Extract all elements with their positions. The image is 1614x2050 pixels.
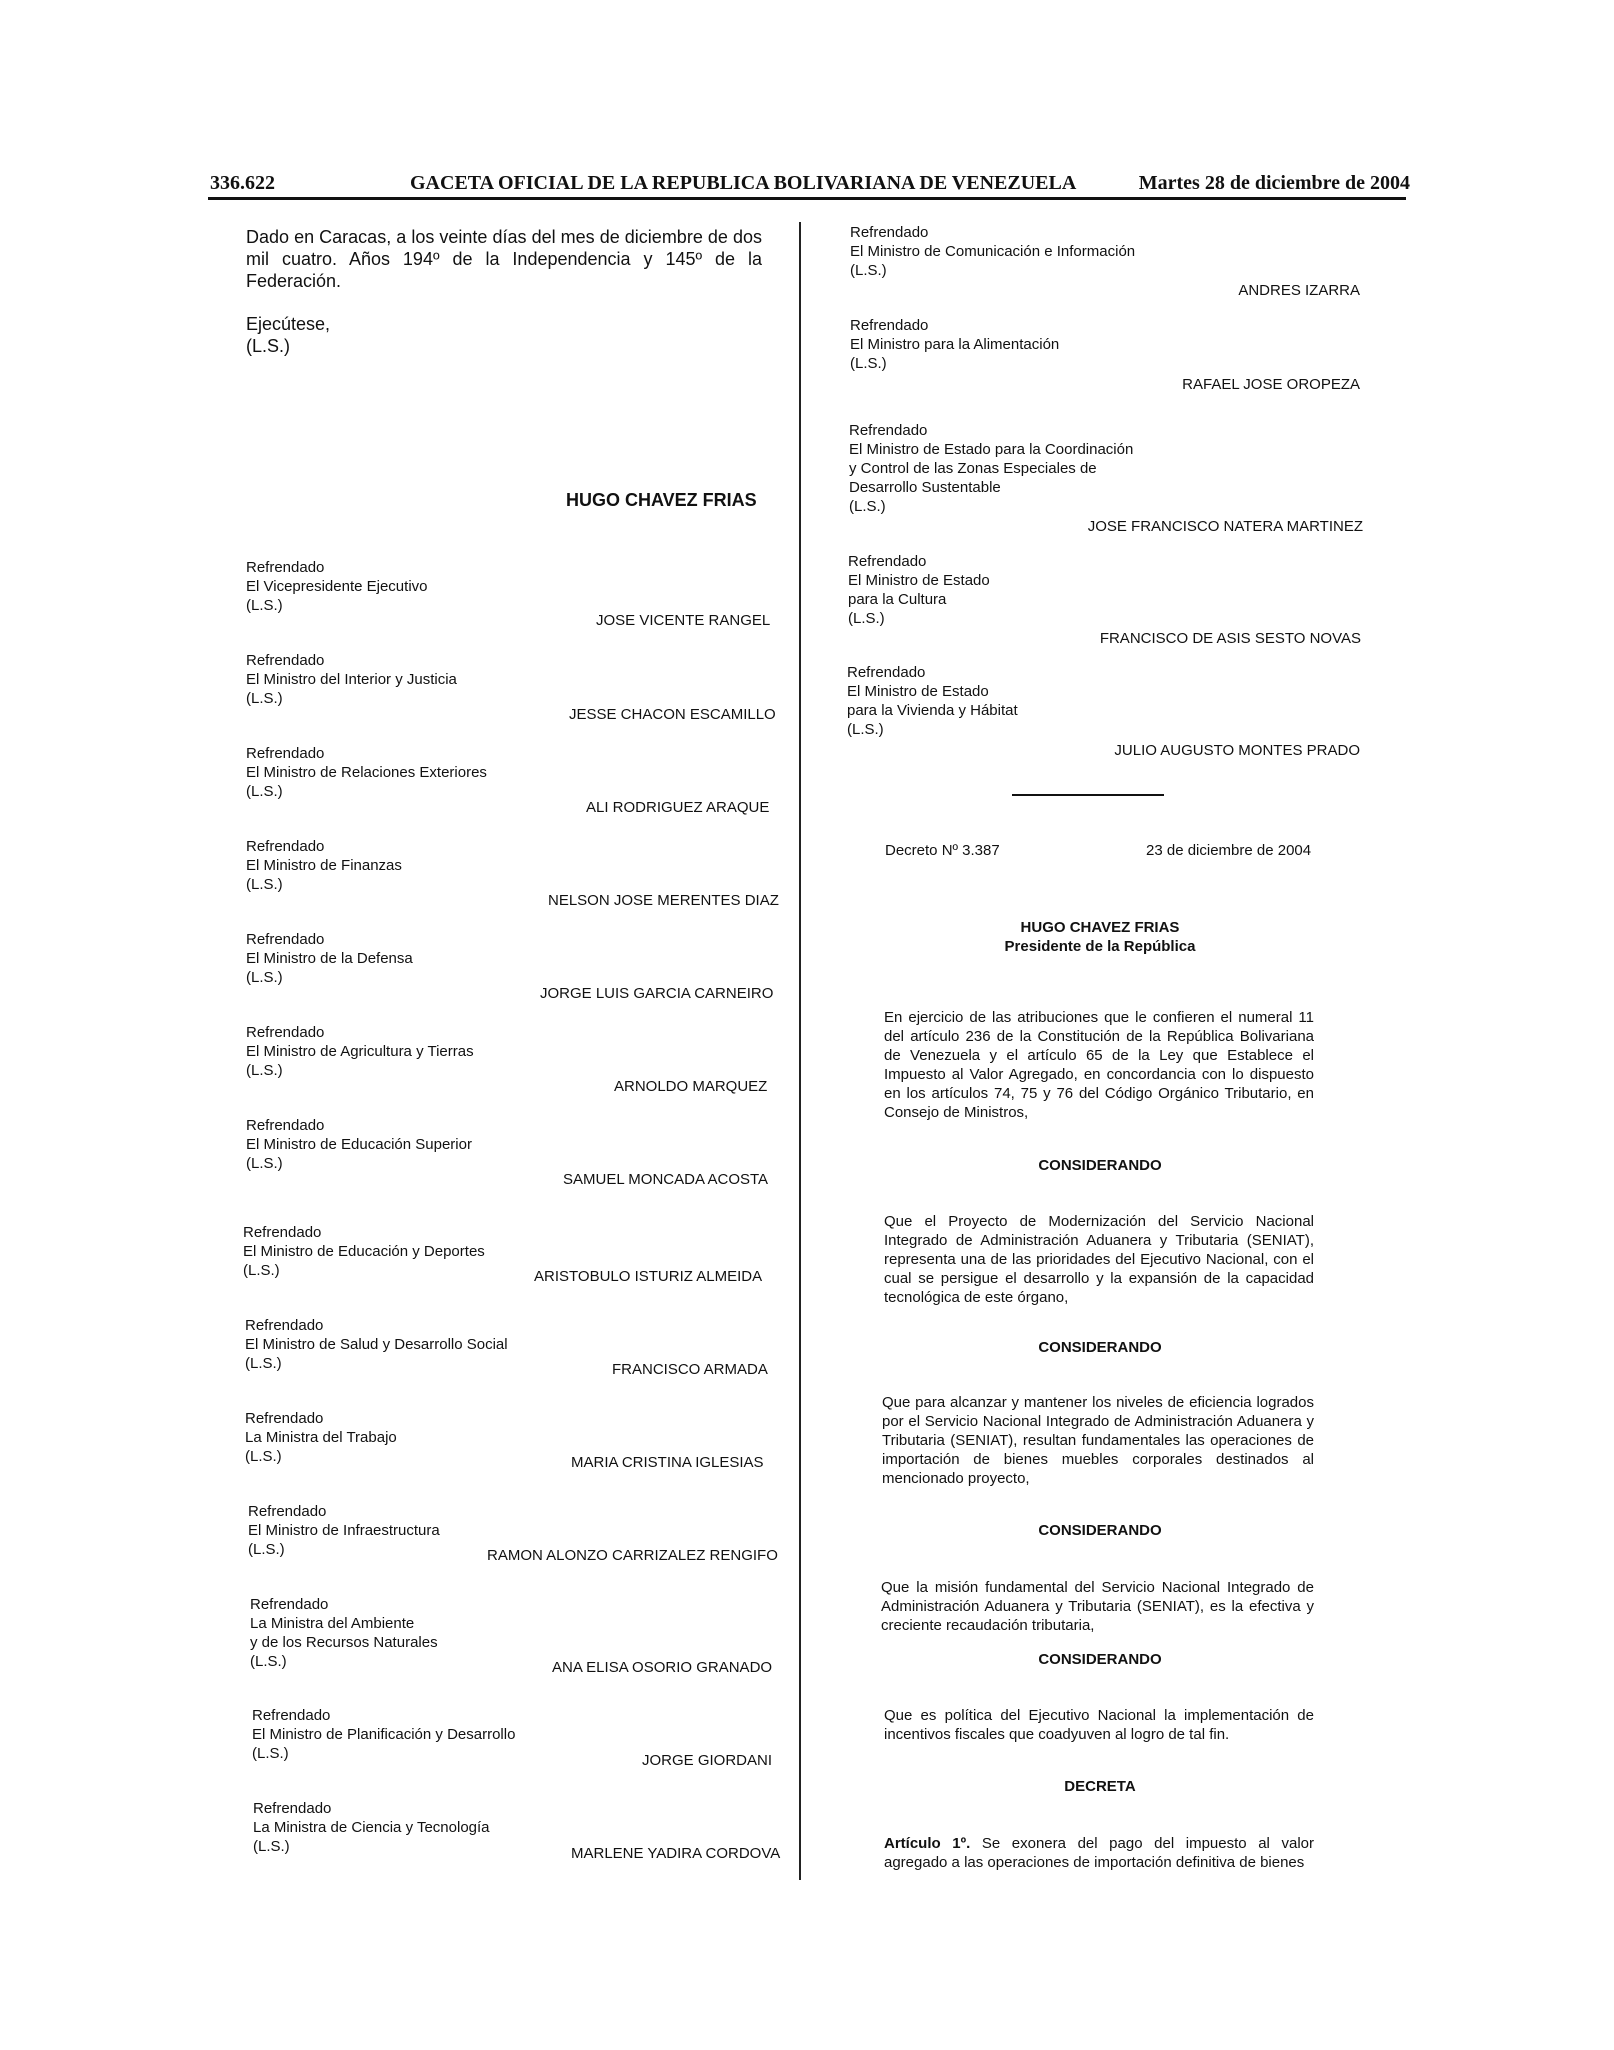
refrendo-label: Refrendado	[246, 931, 325, 948]
seal-label: (L.S.)	[246, 336, 291, 356]
minister-title: El Ministro de la Defensa	[246, 950, 413, 967]
refrendo-label: Refrendado	[849, 422, 928, 439]
minister-name: ANA ELISA OSORIO GRANADO	[552, 1659, 773, 1676]
refrendo-block	[246, 651, 457, 708]
minister-name: ANDRES IZARRA	[1238, 282, 1360, 299]
minister-name: NELSON JOSE MERENTES DIAZ	[548, 892, 779, 909]
refrendo-label: Refrendado	[246, 1024, 325, 1041]
minister-name: JOSE VICENTE RANGEL	[596, 612, 771, 629]
minister-title: y Control de las Zonas Especiales de	[849, 460, 1097, 477]
refrendo-label: Refrendado	[243, 1224, 322, 1241]
considerando-paragraph: Que el Proyecto de Modernización del Servicio Nacional Integrado de Administración Aduanera y Tributaria (SENIAT), representa una de las prioridades del Ejecutivo Nacional, con el cual se persigue el desarrollo y la expansión de la capacidad tecnológica de este órgano,	[884, 1213, 1314, 1306]
refrendo-label: Refrendado	[246, 559, 325, 576]
minister-name: FRANCISCO DE ASIS SESTO NOVAS	[1099, 630, 1361, 647]
seal-label: (L.S.)	[253, 1838, 290, 1855]
decree-date: 23 de diciembre de 2004	[1146, 842, 1312, 859]
refrendo-block	[848, 552, 990, 628]
minister-title: Desarrollo Sustentable	[849, 479, 1001, 496]
considerando-paragraph: Que es política del Ejecutivo Nacional la implementación de incentivos fiscales que coadyuven al logro de tal fin.	[884, 1707, 1314, 1743]
seal-label: (L.S.)	[246, 1155, 283, 1172]
section-rule	[1012, 794, 1164, 796]
minister-name: ARISTOBULO ISTURIZ ALMEIDA	[534, 1268, 763, 1285]
refrendo-label: Refrendado	[253, 1800, 332, 1817]
minister-title: El Ministro de Estado	[848, 572, 990, 589]
considerando-paragraph: Que la misión fundamental del Servicio Nacional Integrado de Administración Aduanera y Tributaria (SENIAT), es la efectiva y creciente recaudación tributaria,	[881, 1579, 1314, 1634]
minister-name: MARIA CRISTINA IGLESIAS	[571, 1454, 764, 1471]
decree-issuer	[900, 918, 1300, 956]
refrendo-block	[250, 1595, 438, 1671]
refrendo-block	[253, 1799, 490, 1856]
refrendo-block	[246, 1023, 474, 1080]
decree-number: Decreto Nº 3.387	[885, 842, 1000, 859]
seal-label: (L.S.)	[246, 1062, 283, 1079]
refrendo-block	[243, 1223, 485, 1280]
closing-paragraph: Dado en Caracas, a los veinte días del mes de diciembre de dos mil cuatro. Años 194º de la Independencia y 145º de la Federación.	[246, 227, 762, 291]
refrendo-label: Refrendado	[245, 1317, 324, 1334]
seal-label: (L.S.)	[246, 783, 283, 800]
seal-label: (L.S.)	[850, 355, 887, 372]
refrendo-label: Refrendado	[847, 664, 926, 681]
seal-label: (L.S.)	[246, 597, 283, 614]
minister-title: El Ministro para la Alimentación	[850, 336, 1060, 353]
considerando-heading: CONSIDERANDO	[1038, 1157, 1162, 1174]
refrendo-block	[246, 558, 428, 615]
minister-name: RAFAEL JOSE OROPEZA	[1182, 376, 1360, 393]
minister-title: El Ministro de Salud y Desarrollo Social	[245, 1336, 508, 1353]
refrendo-block	[245, 1409, 397, 1466]
gazette-title: GACETA OFICIAL DE LA REPUBLICA BOLIVARIANA DE VENEZUELA	[410, 172, 1077, 194]
minister-name: ARNOLDO MARQUEZ	[614, 1078, 768, 1095]
refrendo-block	[245, 1316, 508, 1373]
seal-label: (L.S.)	[246, 690, 283, 707]
minister-title: para la Cultura	[848, 591, 947, 608]
refrendo-label: Refrendado	[246, 652, 325, 669]
minister-title: El Ministro de Planificación y Desarrollo	[252, 1726, 516, 1743]
minister-name: JORGE GIORDANI	[642, 1752, 773, 1769]
ejecutese-label: Ejecútese,	[246, 314, 331, 334]
minister-title: La Ministra del Ambiente	[250, 1615, 415, 1632]
minister-title: El Ministro de Estado para la Coordinación	[849, 441, 1134, 458]
minister-title: El Ministro de Educación Superior	[246, 1136, 472, 1153]
refrendo-block	[246, 1116, 472, 1173]
seal-label: (L.S.)	[248, 1541, 285, 1558]
refrendo-block	[252, 1706, 515, 1763]
minister-name: MARLENE YADIRA CORDOVA	[571, 1845, 781, 1862]
refrendo-label: Refrendado	[850, 317, 929, 334]
refrendo-block	[246, 744, 487, 801]
seal-label: (L.S.)	[850, 262, 887, 279]
seal-label: (L.S.)	[848, 610, 885, 627]
considerando-paragraph: Que para alcanzar y mantener los niveles de eficiencia logrados por el Servicio Nacional Integrado de Administración Aduanera y Tributaria (SENIAT), resultan fundamentales las operaciones de importación de bienes muebles corporales destinados al mencionado proyecto,	[882, 1394, 1314, 1487]
refrendo-block	[850, 316, 1059, 373]
issue-date: Martes 28 de diciembre de 2004	[1138, 172, 1410, 194]
minister-name: JULIO AUGUSTO MONTES PRADO	[1114, 742, 1360, 759]
article-text: Se exonera del pago del impuesto al valor agregado a las operaciones de importación definitiva de bienes	[884, 1835, 1314, 1871]
minister-title: La Ministra de Ciencia y Tecnología	[253, 1819, 490, 1836]
refrendo-block	[246, 837, 402, 894]
minister-title: La Ministra del Trabajo	[245, 1429, 397, 1446]
considerando-heading: CONSIDERANDO	[1038, 1522, 1162, 1539]
refrendo-label: Refrendado	[250, 1596, 329, 1613]
decreta-heading: DECRETA	[1064, 1778, 1136, 1795]
article-1	[884, 1834, 1314, 1872]
ejecutese-block	[246, 313, 330, 357]
minister-title: El Ministro del Interior y Justicia	[246, 671, 457, 688]
considerando-heading: CONSIDERANDO	[1038, 1339, 1162, 1356]
minister-name: JESSE CHACON ESCAMILLO	[569, 706, 776, 723]
minister-title: El Ministro de Relaciones Exteriores	[246, 764, 487, 781]
minister-name: FRANCISCO ARMADA	[612, 1361, 768, 1378]
refrendo-label: Refrendado	[248, 1503, 327, 1520]
seal-label: (L.S.)	[246, 876, 283, 893]
seal-label: (L.S.)	[849, 498, 886, 515]
refrendo-label: Refrendado	[245, 1410, 324, 1427]
seal-label: (L.S.)	[246, 969, 283, 986]
refrendo-block	[847, 663, 1018, 739]
minister-name: JOSE FRANCISCO NATERA MARTINEZ	[1087, 518, 1363, 535]
refrendo-label: Refrendado	[246, 745, 325, 762]
minister-title: El Ministro de Infraestructura	[248, 1522, 440, 1539]
refrendo-label: Refrendado	[848, 553, 927, 570]
refrendo-label: Refrendado	[246, 1117, 325, 1134]
president-title: Presidente de la República	[1004, 938, 1196, 955]
refrendo-block	[849, 421, 1133, 516]
minister-title: y de los Recursos Naturales	[250, 1634, 438, 1651]
preamble: En ejercicio de las atribuciones que le confieren el numeral 11 del artículo 236 de la Constitución de la República Bolivariana de Venezuela y el artículo 65 de la Ley que Establece el Impuesto al Valor Agregado, en concordancia con lo dispuesto en los artículos 74, 75 y 76 del Código Orgánico Tributario, en Consejo de Ministros,	[884, 1009, 1314, 1121]
minister-name: RAMON ALONZO CARRIZALEZ RENGIFO	[487, 1547, 778, 1564]
article-label: Artículo 1º.	[884, 1835, 971, 1852]
minister-title: El Ministro de Agricultura y Tierras	[246, 1043, 474, 1060]
refrendo-label: Refrendado	[252, 1707, 331, 1724]
refrendo-block	[850, 223, 1135, 280]
header-rule	[208, 197, 1406, 200]
minister-name: JORGE LUIS GARCIA CARNEIRO	[540, 985, 774, 1002]
refrendo-label: Refrendado	[246, 838, 325, 855]
seal-label: (L.S.)	[245, 1448, 282, 1465]
minister-title: El Ministro de Comunicación e Información	[850, 243, 1136, 260]
minister-title: El Ministro de Estado	[847, 683, 989, 700]
seal-label: (L.S.)	[847, 721, 884, 738]
minister-title: para la Vivienda y Hábitat	[847, 702, 1018, 719]
refrendo-block	[248, 1502, 440, 1559]
minister-title: El Vicepresidente Ejecutivo	[246, 578, 428, 595]
seal-label: (L.S.)	[250, 1653, 287, 1670]
minister-title: El Ministro de Finanzas	[246, 857, 402, 874]
seal-label: (L.S.)	[252, 1745, 289, 1762]
minister-title: El Ministro de Educación y Deportes	[243, 1243, 485, 1260]
refrendo-block	[246, 930, 413, 987]
page-number: 336.622	[210, 172, 275, 194]
seal-label: (L.S.)	[245, 1355, 282, 1372]
president-name: HUGO CHAVEZ FRIAS	[1020, 919, 1180, 936]
refrendo-label: Refrendado	[850, 224, 929, 241]
considerando-heading: CONSIDERANDO	[1038, 1651, 1162, 1668]
minister-name: ALI RODRIGUEZ ARAQUE	[586, 799, 770, 816]
column-divider	[799, 222, 801, 1880]
minister-name: SAMUEL MONCADA ACOSTA	[563, 1171, 769, 1188]
seal-label: (L.S.)	[243, 1262, 280, 1279]
president-signature: HUGO CHAVEZ FRIAS	[566, 490, 757, 510]
